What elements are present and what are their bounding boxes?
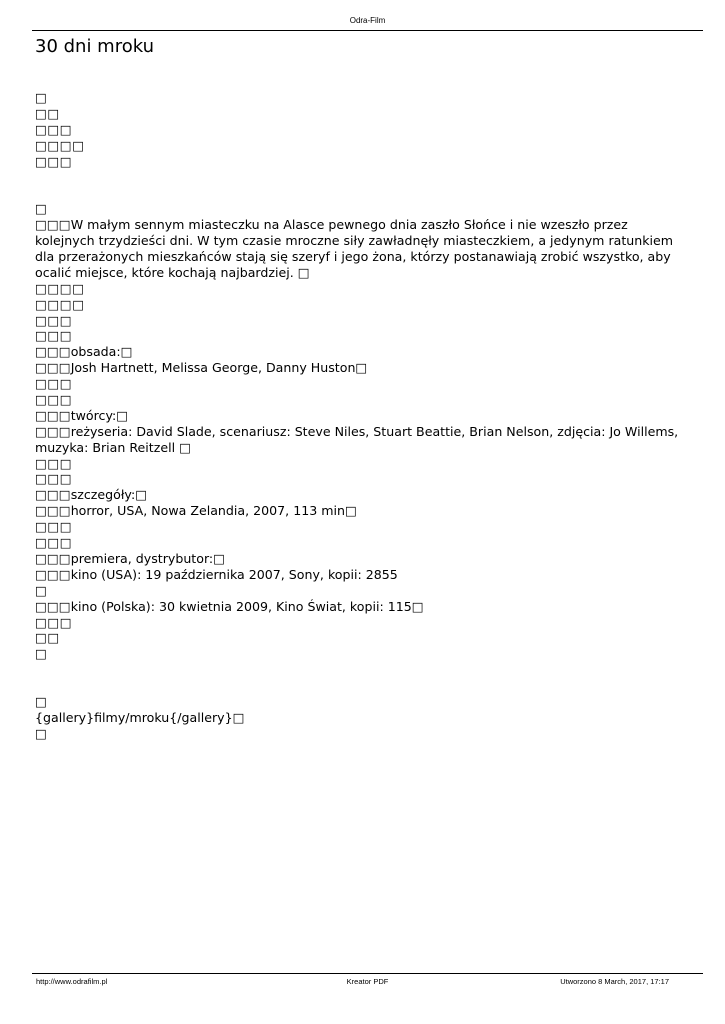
page-header <box>32 14 703 31</box>
placeholder-line: □ <box>35 582 48 598</box>
placeholder-line: □□□□ <box>35 296 85 312</box>
premiere-usa: □□□kino (USA): 19 października 2007, Sony, kopii: 2855 <box>35 566 398 582</box>
footer-generator: Kreator PDF <box>346 977 389 986</box>
footer-url-link[interactable]: http://www.odrafilm.pl <box>36 977 108 986</box>
premiere-poland: □□□kino (Polska): 30 kwietnia 2009, Kino Świat, kopii: 115□ <box>35 598 424 614</box>
placeholder-line: □□□□ <box>35 137 85 153</box>
premiere-label: □□□premiera, dystrybutor:□ <box>35 550 226 566</box>
placeholder-line: □□□ <box>35 535 73 551</box>
placeholder-line: □□ <box>35 105 60 121</box>
placeholder-line: □□□ <box>35 328 73 344</box>
placeholder-line: □□□ <box>35 614 73 630</box>
placeholder-line: □ <box>35 725 48 741</box>
details-value: □□□horror, USA, Nowa Zelandia, 2007, 113 min□ <box>35 503 357 519</box>
header-site-name: Odra-Film <box>349 16 386 25</box>
details-label: □□□szczegóły:□ <box>35 487 148 503</box>
spacer <box>35 662 687 694</box>
placeholder-line: □ <box>35 646 48 662</box>
synopsis-paragraph: □□□W małym sennym miasteczku na Alasce pewnego dnia zaszło Słońce i nie wzeszło przez kolejnych trzydzieści dni. W tym czasie mroczne siły zawładnęły miasteczkiem, a jedynym ratunkiem dla przerażonych mieszkańców stają się szeryf i jego żona, którzy postanawiają zrobić wszystko, aby ocalić miejsce, które kochają najbardziej. □ <box>35 217 674 280</box>
cast-label: □□□obsada:□ <box>35 344 133 360</box>
footer-created-date: Utworzono 8 March, 2017, 17:17 <box>560 977 669 986</box>
placeholder-line: □ <box>35 201 48 217</box>
placeholder-line: □□□ <box>35 471 73 487</box>
cast-value: □□□Josh Hartnett, Melissa George, Danny Huston□ <box>35 360 368 376</box>
placeholder-line: □□ <box>35 630 60 646</box>
document-body <box>35 90 687 742</box>
placeholder-line: □□□ <box>35 312 73 328</box>
placeholder-line: □ <box>35 90 48 105</box>
placeholder-line: □□□ <box>35 455 73 471</box>
placeholder-line: □□□ <box>35 519 73 535</box>
placeholder-line: □□□□ <box>35 280 85 296</box>
crew-label: □□□twórcy:□ <box>35 407 129 423</box>
placeholder-line: □□□ <box>35 153 73 169</box>
spacer <box>35 169 687 201</box>
crew-value: □□□reżyseria: David Slade, scenariusz: Steve Niles, Stuart Beattie, Brian Nelson, zdjęcia: Jo Willems, muzyka: Brian Reitzell □ <box>35 423 679 455</box>
gallery-tag: {gallery}filmy/mroku{/gallery}□ <box>35 709 245 725</box>
placeholder-line: □□□ <box>35 376 73 392</box>
placeholder-line: □□□ <box>35 121 73 137</box>
page-title: 30 dni mroku <box>35 36 155 57</box>
placeholder-line: □□□ <box>35 392 73 407</box>
placeholder-line: □ <box>35 693 48 709</box>
page-footer <box>32 973 703 988</box>
